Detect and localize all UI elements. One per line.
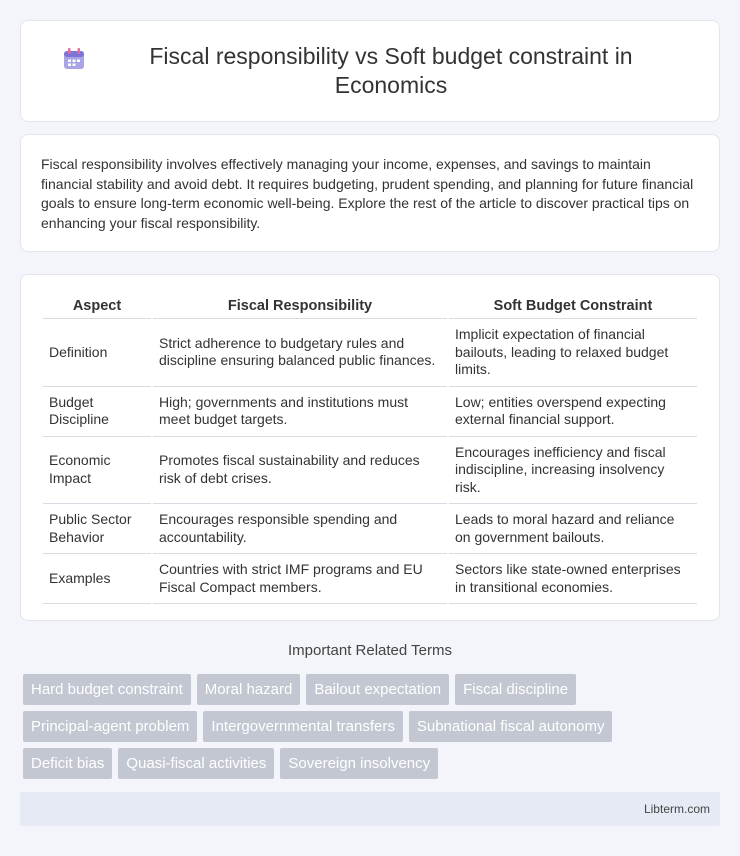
tag-moral-hazard[interactable]: Moral hazard — [197, 674, 301, 705]
row-soft-budget-constraint: Leads to moral hazard and reliance on government bailouts. — [449, 504, 697, 554]
tag-row — [23, 674, 723, 705]
tag-intergovernmental-transfers[interactable]: Intergovernmental transfers — [203, 711, 402, 742]
calendar-icon — [61, 46, 87, 72]
tag-row — [23, 711, 723, 742]
table-row — [43, 387, 697, 437]
tag-subnational-fiscal-autonomy[interactable]: Subnational fiscal autonomy — [409, 711, 613, 742]
table-row — [43, 504, 697, 554]
tag-quasi-fiscal-activities[interactable]: Quasi-fiscal activities — [118, 748, 274, 779]
table-row — [43, 554, 697, 604]
table-header-row — [43, 293, 697, 319]
tag-bailout-expectation[interactable]: Bailout expectation — [306, 674, 449, 705]
row-aspect: Public Sector Behavior — [43, 504, 151, 554]
comparison-table — [41, 293, 699, 604]
row-aspect: Examples — [43, 554, 151, 604]
footer-site-link[interactable]: Libterm.com — [643, 802, 710, 816]
footer — [20, 792, 720, 826]
tag-fiscal-discipline[interactable]: Fiscal discipline — [455, 674, 576, 705]
row-fiscal-responsibility: Countries with strict IMF programs and EU Fiscal Compact members. — [153, 554, 447, 604]
row-aspect: Budget Discipline — [43, 387, 151, 437]
row-soft-budget-constraint: Implicit expectation of financial bailouts, leading to relaxed budget limits. — [449, 319, 697, 387]
page-title: Fiscal responsibility vs Soft budget constraint in Economics — [149, 43, 633, 98]
row-aspect: Definition — [43, 319, 151, 387]
header-aspect: Aspect — [43, 293, 151, 319]
header-soft-budget-constraint: Soft Budget Constraint — [449, 293, 697, 319]
header-fiscal-responsibility: Fiscal Responsibility — [153, 293, 447, 319]
intro-text: Fiscal responsibility involves effectively managing your income, expenses, and savings to maintain financial stability and avoid debt. It requires budgeting, prudent spending, and planning for future financial goals to ensure long-term economic well-being. Explore the rest of the article to discover practical tips on enhancing your fiscal responsibility. — [41, 156, 694, 231]
table-row — [43, 437, 697, 505]
row-fiscal-responsibility: High; governments and institutions must meet budget targets. — [153, 387, 447, 437]
row-soft-budget-constraint: Encourages inefficiency and fiscal indiscipline, increasing insolvency risk. — [449, 437, 697, 505]
row-soft-budget-constraint: Low; entities overspend expecting external financial support. — [449, 387, 697, 437]
table-row — [43, 319, 697, 387]
row-soft-budget-constraint: Sectors like state-owned enterprises in transitional economies. — [449, 554, 697, 604]
tag-row — [23, 748, 723, 779]
tag-principal-agent-problem[interactable]: Principal-agent problem — [23, 711, 197, 742]
tag-sovereign-insolvency[interactable]: Sovereign insolvency — [280, 748, 438, 779]
title-wrap — [21, 42, 719, 100]
tag-hard-budget-constraint[interactable]: Hard budget constraint — [23, 674, 191, 705]
tag-deficit-bias[interactable]: Deficit bias — [23, 748, 112, 779]
comparison-table-card — [20, 274, 720, 621]
related-terms-title: Important Related Terms — [288, 642, 452, 659]
row-fiscal-responsibility: Promotes fiscal sustainability and reduces risk of debt crises. — [153, 437, 447, 505]
row-fiscal-responsibility: Encourages responsible spending and accountability. — [153, 504, 447, 554]
title-card — [20, 20, 720, 122]
row-aspect: Economic Impact — [43, 437, 151, 505]
related-terms-tags — [23, 674, 723, 785]
row-fiscal-responsibility: Strict adherence to budgetary rules and discipline ensuring balanced public finances. — [153, 319, 447, 387]
intro-card — [20, 134, 720, 252]
